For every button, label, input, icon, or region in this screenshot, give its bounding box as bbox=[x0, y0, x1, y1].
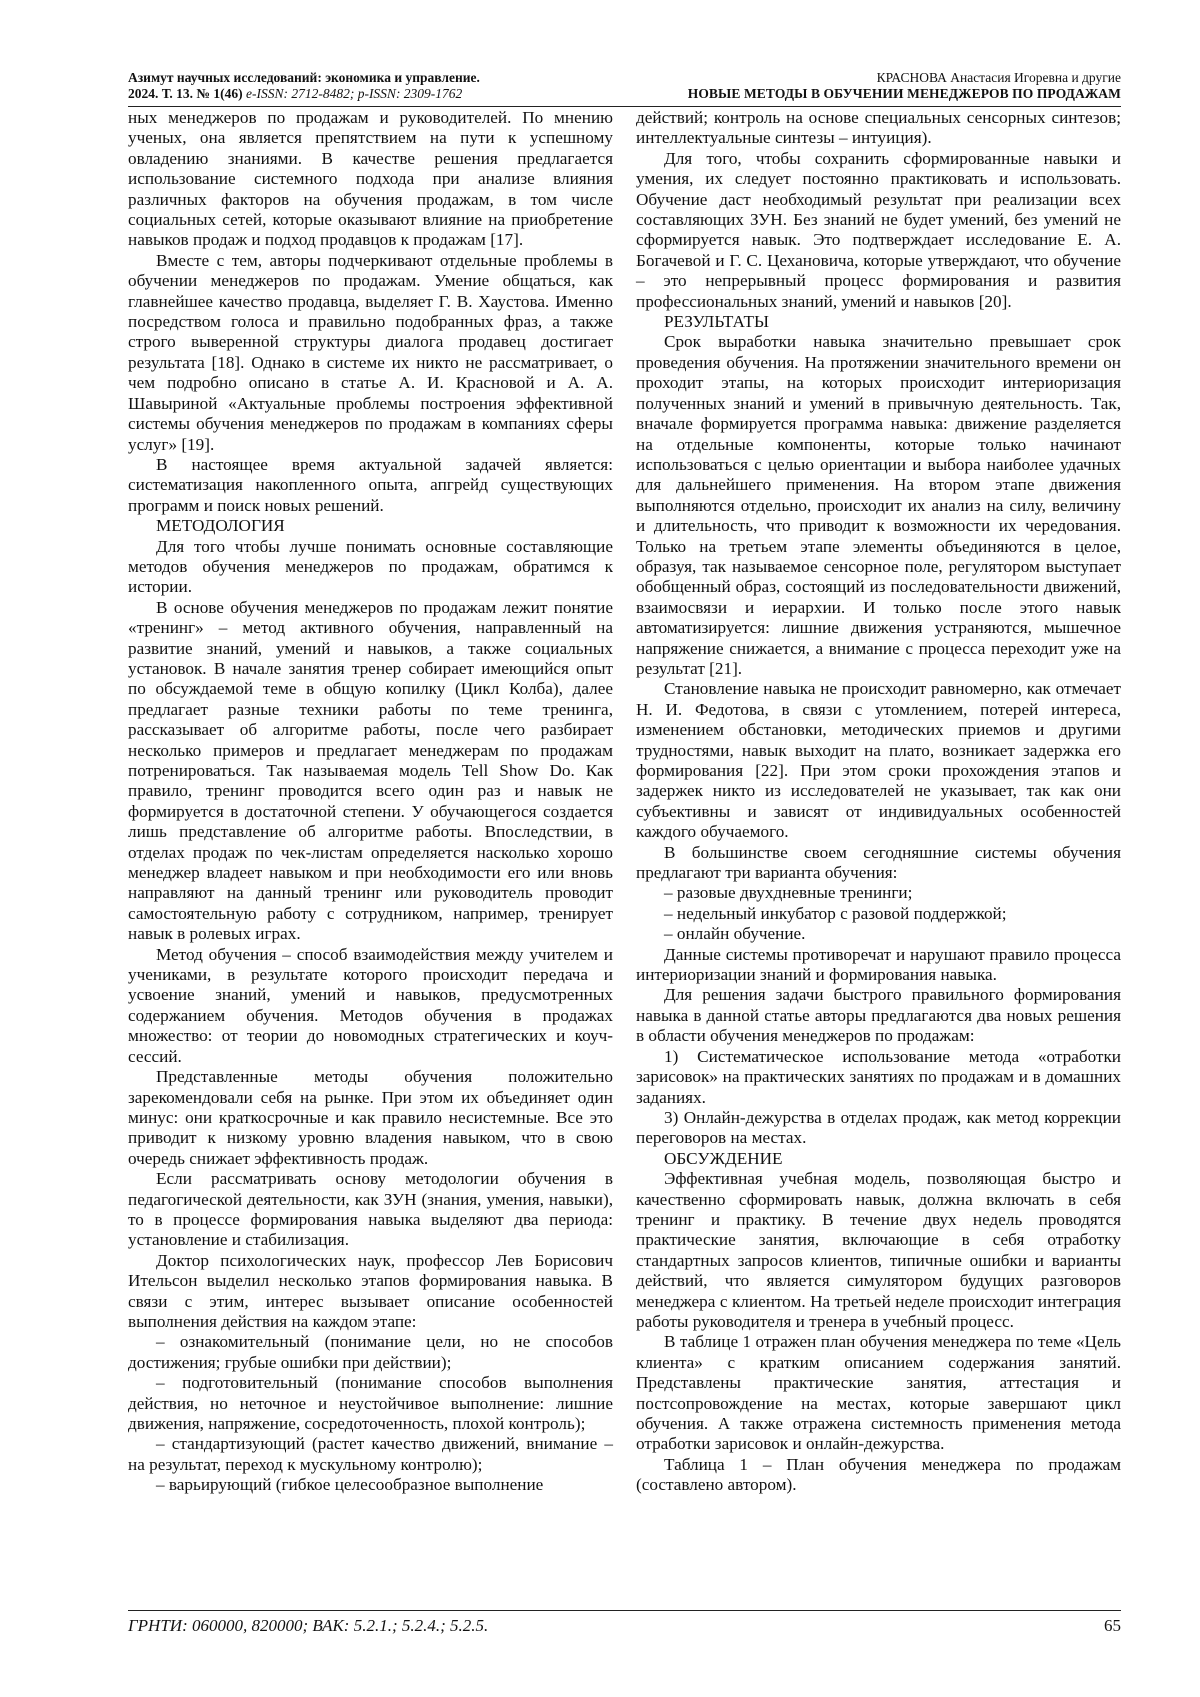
paragraph: Метод обучения – способ взаимодействия между учителем и учениками, в результате которого происходит передача и усвоение знаний, умений и навыков, предусмотренных содержанием обучения. Методов обучения в продажах множество: от теории до новомодных стратегических и коуч-сессий. bbox=[128, 944, 613, 1066]
right-column bbox=[636, 108, 1121, 1496]
journal-name: Азимут научных исследований: экономика и управление. bbox=[128, 70, 480, 85]
footer-rule bbox=[128, 1610, 1121, 1611]
list-item: – недельный инкубатор с разовой поддержкой; bbox=[664, 903, 1007, 923]
running-footer bbox=[128, 1616, 1121, 1636]
journal-volume: 2024. Т. 13. № 1(46) bbox=[128, 86, 243, 101]
paragraph: В основе обучения менеджеров по продажам лежит понятие «тренинг» – метод активного обучения, направленный на развитие знаний, умений и навыков, а также социальных установок. В начале занятия тренер собирает имеющийся опыт по обсуждаемой теме в общую копилку (Цикл Колба), далее предлагает разные техники работы по теме тренинга, рассказывает об алгоритме работы, после чего разбирает несколько примеров и предлагает менеджерам по продажам потренироваться. Так называемая модель Tell Show Do. Как правило, тренинг проводится всего один раз и навык не формируется в достаточной степени. У обучающегося создается лишь представление об алгоритме работы. Впоследствии, в отделах продаж по чек-листам определяется насколько хорошо менеджер владеет навыком и при необходимости его или вновь направляют на данный тренинг или руководитель проводит самостоятельную работу с сотрудником, например, тренирует навык в ролевых играх. bbox=[128, 597, 613, 944]
paragraph: действий; контроль на основе специальных сенсорных синтезов; интеллектуальные синтезы – интуиция). bbox=[636, 108, 1121, 148]
paragraph: Вместе с тем, авторы подчеркивают отдельные проблемы в обучении менеджеров по продажам. Умение общаться, как главнейшее качество продавца, выделяет Г. В. Хаустова. Именно посредством голоса и правильно подобранных фраз, а также строго выверенной структуры диалога продавец достигает результата [18]. Однако в системе их никто не рассматривает, о чем подробно описано в статье А. И. Красновой и А. А. Шавыриной «Актуальные проблемы построения эффективной системы обучения менеджеров по продажам в компаниях сферы услуг» [19]. bbox=[128, 250, 613, 454]
paragraph: 1) Систематическое использование метода «отработки зарисовок» на практических занятиях по продажам и в домашних заданиях. bbox=[636, 1046, 1121, 1107]
section-heading: ОБСУЖДЕНИЕ bbox=[664, 1148, 783, 1168]
list-item: – онлайн обучение. bbox=[664, 924, 806, 944]
section-heading: РЕЗУЛЬТАТЫ bbox=[664, 312, 769, 332]
paragraph: Становление навыка не происходит равномерно, как отмечает Н. И. Федотова, в связи с утомлением, потерей интереса, изменением обстановки, методических приемов и другими трудностями, навык выходит на плато, возникает задержка его формирования [22]. При этом сроки прохождения этапов и задержек никто из исследователей не указывает, так как они субъективны и зависят от индивидуальных особенностей каждого обучаемого. bbox=[636, 679, 1121, 842]
running-header bbox=[128, 70, 1121, 106]
paragraph: В таблице 1 отражен план обучения менеджера по теме «Цель клиента» с кратким описанием содержания занятий. Представлены практические занятия, аттестация и постсопровождение на местах, которые завершают цикл обучения. А также отражена системность применения метода отработки зарисовок и онлайн-дежурства. bbox=[636, 1332, 1121, 1454]
paragraph: Доктор психологических наук, профессор Лев Борисович Ительсон выделил несколько этапов формирования навыка. В связи с этим, интерес вызывает описание особенностей выполнения действия на каждом этапе: bbox=[128, 1250, 613, 1331]
journal-info bbox=[128, 70, 480, 102]
paragraph: Для решения задачи быстрого правильного формирования навыка в данной статье авторы предлагаются два новых решения в области обучения менеджеров по продажам: bbox=[636, 985, 1121, 1046]
paragraph: Таблица 1 – План обучения менеджера по продажам (составлено автором). bbox=[636, 1454, 1121, 1495]
section-heading: МЕТОДОЛОГИЯ bbox=[156, 516, 285, 536]
paragraph: Для того чтобы лучше понимать основные составляющие методов обучения менеджеров по продажам, обратимся к истории. bbox=[128, 536, 613, 597]
paragraph: Если рассматривать основу методологии обучения в педагогической деятельности, как ЗУН (знания, умения, навыки), то в процессе формирования навыка выделяют два периода: установление и стабилизация. bbox=[128, 1169, 613, 1250]
paragraph: Срок выработки навыка значительно превышает срок проведения обучения. На протяжении значительного времени он проходит этапы, на которых происходит интериоризация полученных знаний и умений в привычную деятельность. Так, вначале формируется программа навыка: движение разделяется на отдельные компоненты, которые только начинают использоваться с целью ориентации и выбора наиболее удачных для дальнейшего применения. На втором этапе движения выполняются отдельно, происходит их анализ на силу, величину и длительность, что приводит к возможности их чередования. Только на третьем этапе элементы объединяются в целое, образуя, так называемое сенсорное поле, регулятором выступает обобщенный образ, состоящий из последовательности движений, взаимосвязи и иерархии. И только после этого навык автоматизируется: лишние движения устраняются, мышечное напряжение снижается, а внимание с процесса переходит уже на результат [21]. bbox=[636, 332, 1121, 678]
article-authors: КРАСНОВА Анастасия Игоревна и другие bbox=[876, 70, 1121, 85]
paragraph: Для того, чтобы сохранить сформированные навыки и умения, их следует постоянно практиковать и использовать. Обучение даст необходимый результат при реализации всех составляющих ЗУН. Без знаний не будет умений, без умений не сформируется навык. Это подтверждает исследование Е. А. Богачевой и Г. С. Цехановича, которые утверждают, что обучение – это непрерывный процесс формирования и развития профессиональных знаний, умений и навыков [20]. bbox=[636, 148, 1121, 311]
paragraph: В большинстве своем сегодняшние системы обучения предлагают три варианта обучения: bbox=[636, 842, 1121, 883]
paragraph: 3) Онлайн-дежурства в отделах продаж, как метод коррекции переговоров на местах. bbox=[636, 1107, 1121, 1148]
paragraph: В настоящее время актуальной задачей является: систематизация накопленного опыта, апгрейд существующих программ и поиск новых решений. bbox=[128, 454, 613, 515]
article-info bbox=[688, 70, 1121, 102]
header-rule bbox=[128, 106, 1121, 107]
left-column bbox=[128, 108, 613, 1496]
page-number: 65 bbox=[1104, 1616, 1121, 1635]
list-item: – ознакомительный (понимание цели, но не способов достижения; грубые ошибки при действии); bbox=[128, 1332, 613, 1372]
article-title: НОВЫЕ МЕТОДЫ В ОБУЧЕНИИ МЕНЕДЖЕРОВ ПО ПРОДАЖАМ bbox=[687, 86, 1121, 101]
article-body bbox=[128, 108, 1121, 1608]
classification-codes: ГРНТИ: 060000, 820000; ВАК: 5.2.1.; 5.2.4.; 5.2.5. bbox=[128, 1616, 489, 1635]
list-item: – варьирующий (гибкое целесообразное выполнение bbox=[156, 1475, 544, 1495]
paragraph: Эффективная учебная модель, позволяющая быстро и качественно сформировать навык, должна включать в себя тренинг и практику. В течение двух недель проводятся практические занятия, включающие в себя отработку стандартных запросов клиентов, типичные ошибки и варианты действий, что является симулятором будущих разговоров менеджера с клиентом. На третьей неделе происходит интеграция работы руководителя и тренера в учебный процесс. bbox=[636, 1169, 1121, 1331]
paragraph: ных менеджеров по продажам и руководителей. По мнению ученых, она является препятствием на пути к успешному овладению знаниями. В качестве решения предлагается использование системного подхода при анализе влияния различных факторов на обучения продажам, в том числе социальных сетей, которые оказывают влияние на приобретение навыков продаж и подход продавцов к продажам [17]. bbox=[128, 108, 613, 250]
paragraph: Представленные методы обучения положительно зарекомендовали себя на рынке. При этом их объединяет один минус: они краткосрочные и как правило несистемные. Все это приводит к низкому уровню владения навыком, что в свою очередь снижает эффективность продаж. bbox=[128, 1067, 613, 1168]
list-item: – подготовительный (понимание способов выполнения действия, но неточное и неустойчивое выполнение: лишние движения, напряжение, сосредоточенность, плохой контроль); bbox=[128, 1373, 613, 1433]
journal-issn: e-ISSN: 2712-8482; p-ISSN: 2309-1762 bbox=[242, 86, 463, 101]
paragraph: Данные системы противоречат и нарушают правило процесса интериоризации знаний и формирования навыка. bbox=[636, 944, 1121, 985]
list-item: – разовые двухдневные тренинги; bbox=[664, 883, 913, 903]
list-item: – стандартизующий (растет качество движений, внимание – на результат, переход к мускульному контролю); bbox=[128, 1434, 613, 1474]
